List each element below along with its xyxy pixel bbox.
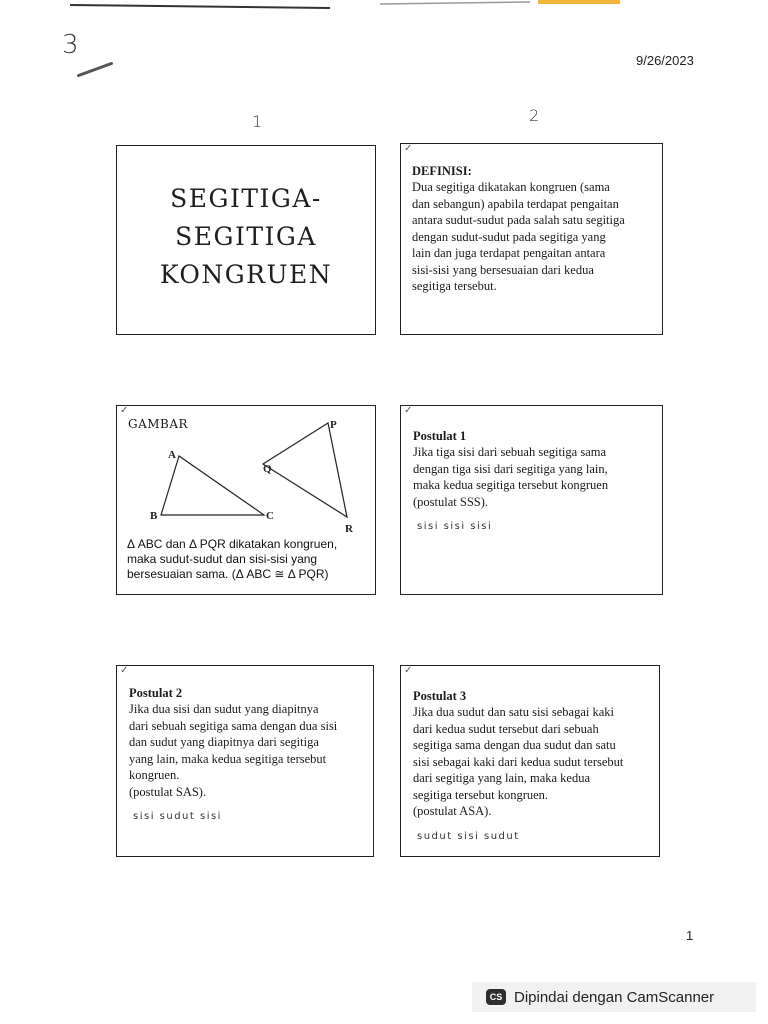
vertex-label-r: R — [345, 523, 353, 535]
postulat-3-line: dari kedua sudut tersebut dari sebuah — [413, 721, 599, 736]
camscanner-logo-icon: CS — [486, 989, 506, 1005]
title-line: SEGITIGA- — [170, 184, 322, 213]
slide-number-left: 1 — [252, 112, 263, 131]
postulat-1-line: Jika tiga sisi dari sebuah segitiga sama — [413, 445, 607, 459]
postulat-3-line: segitiga tersebut kongruen. — [413, 787, 549, 802]
slide-number-right: 2 — [529, 106, 540, 125]
document-date: 9/26/2023 — [636, 53, 694, 68]
vertex-label-a: A — [168, 449, 176, 461]
postulat-3-line: dari segitiga yang lain, maka kedua — [413, 771, 591, 785]
postulat-3-content — [413, 688, 655, 845]
postulat-2-line: dan sudut yang diapitnya dari segitiga — [129, 735, 319, 749]
figure-heading: GAMBAR — [128, 417, 189, 431]
page-number: 1 — [686, 928, 694, 943]
slide-postulat-1 — [400, 405, 663, 595]
handwritten-note-sss: sisi sisi sisi — [417, 521, 493, 532]
vertex-label-p: P — [330, 419, 337, 431]
definition-heading: DEFINISI: — [412, 164, 472, 178]
caption-line: Δ ABC dan Δ PQR dikatakan kongruen, — [127, 537, 338, 551]
check-tick-icon: ✓ — [404, 143, 413, 154]
postulat-2-line: Jika dua sisi dan sudut yang diapitnya — [129, 702, 319, 716]
postulat-3-line: Jika dua sudut dan satu sisi sebagai kaki — [413, 705, 615, 719]
postulat-1-content — [413, 428, 658, 536]
handwritten-note-asa: sudut sisi sudut — [417, 830, 520, 842]
camscanner-text: Dipindai dengan CamScanner — [514, 988, 715, 1006]
vertex-label-q: Q — [263, 463, 272, 475]
postulat-3-line: segitiga sama dengan dua sudut dan satu — [413, 738, 616, 752]
postulat-3-heading: Postulat 3 — [413, 689, 467, 703]
caption-line: maka sudut-sudut dan sisi-sisi yang — [127, 552, 318, 566]
postulat-1-line: dengan tiga sisi dari segitiga yang lain, — [413, 461, 608, 476]
slide-figure — [116, 405, 376, 595]
handwritten-page-mark: 3 — [62, 30, 79, 60]
figure-caption — [127, 537, 371, 582]
vertex-label-b: B — [150, 510, 158, 522]
triangle-pqr — [263, 423, 347, 517]
camscanner-watermark — [472, 982, 756, 1012]
postulat-2-heading: Postulat 2 — [129, 686, 183, 700]
definition-line: Dua segitiga dikatakan kongruen (sama — [412, 180, 610, 194]
postulat-2-content — [129, 685, 369, 826]
postulat-2-line: kongruen. — [129, 768, 180, 782]
definition-line: dengan sudut-sudut pada segitiga yang — [412, 229, 606, 244]
slide-postulat-3 — [400, 665, 660, 857]
postulat-1-line: maka kedua segitiga tersebut kongruen — [413, 478, 609, 492]
handwritten-note-sas: sisi sudut sisi — [133, 811, 222, 822]
vertex-label-c: C — [266, 510, 274, 522]
postulat-2-line: (postulat SAS). — [129, 784, 207, 799]
definition-content — [412, 163, 658, 295]
slide-title — [116, 145, 376, 335]
title-line: SEGITIGA — [175, 222, 317, 251]
postulat-3-line: sisi sebagai kaki dari kedua sudut tersebut — [413, 754, 624, 769]
postulat-1-line: (postulat SSS). — [413, 494, 489, 509]
check-tick-icon: ✓ — [404, 665, 413, 676]
definition-line: sisi-sisi yang bersesuaian dari kedua — [412, 262, 594, 277]
title-line: KONGRUEN — [159, 260, 333, 289]
check-tick-icon: ✓ — [120, 405, 129, 416]
postulat-2-line: yang lain, maka kedua segitiga tersebut — [129, 751, 327, 766]
slide-definition — [400, 143, 663, 335]
caption-line: bersesuaian sama. (Δ ABC ≅ Δ PQR) — [127, 567, 329, 581]
postulat-2-line: dari sebuah segitiga sama dengan dua sisi — [129, 718, 338, 733]
postulat-3-line: (postulat ASA). — [413, 804, 492, 818]
postulat-1-heading: Postulat 1 — [413, 429, 467, 443]
slide-postulat-2 — [116, 665, 374, 857]
check-tick-icon: ✓ — [404, 405, 413, 416]
scan-top-edge — [60, 0, 760, 10]
definition-line: lain dan juga terdapat pengaitan antara — [412, 246, 606, 260]
slide-title-text — [160, 180, 332, 294]
definition-line: antara sudut-sudut pada salah satu segitiga — [412, 213, 625, 227]
check-tick-icon: ✓ — [120, 665, 129, 676]
definition-line: dan sebangun) apabila terdapat pengaitan — [412, 196, 619, 211]
triangle-abc — [161, 456, 264, 515]
pen-stroke — [77, 62, 114, 78]
definition-line: segitiga tersebut. — [412, 279, 497, 293]
